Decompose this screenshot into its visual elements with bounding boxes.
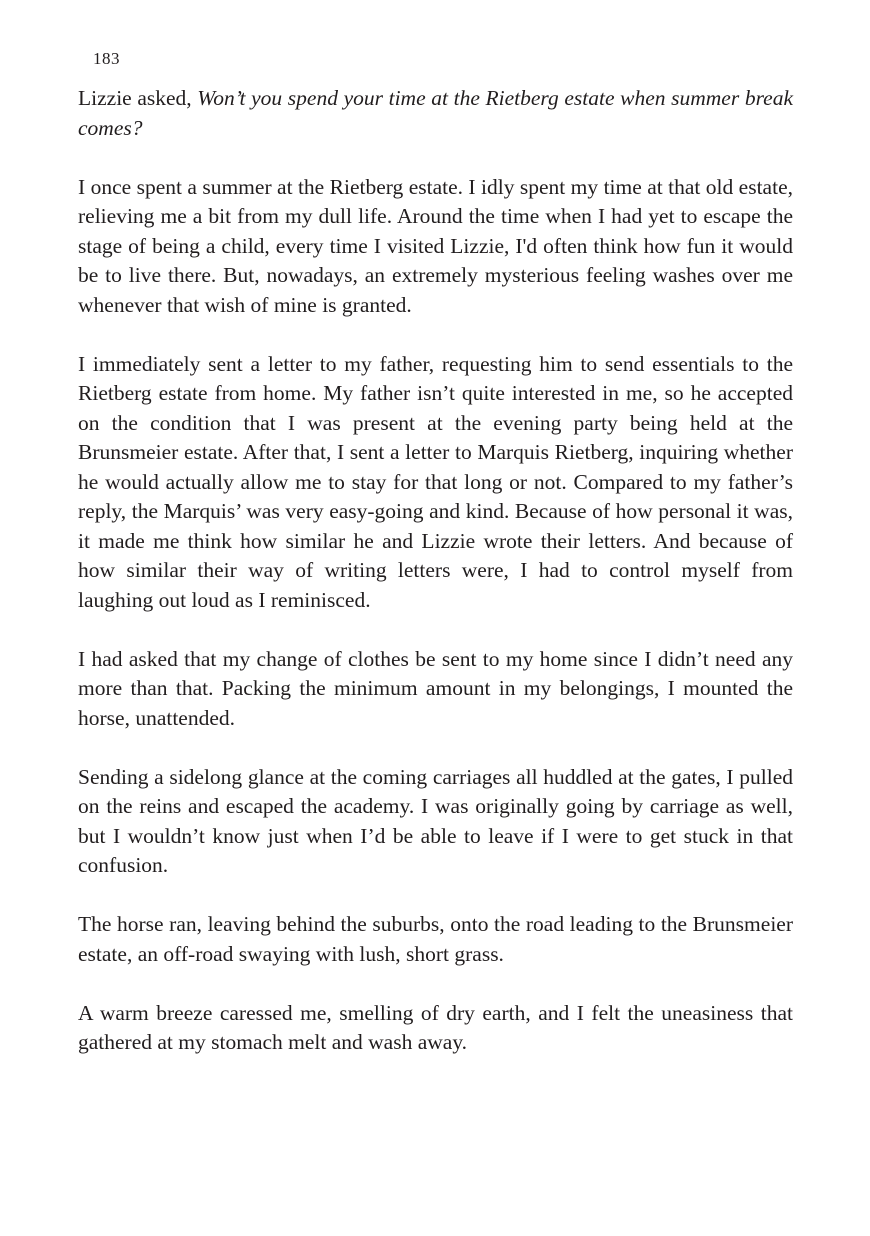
paragraph-warm-breeze: A warm breeze caressed me, smelling of dry earth, and I felt the uneasiness that gathered at my stomach melt and wash away. [78,1000,793,1054]
page-body-text [78,84,793,1058]
paragraph-letters: I immediately sent a letter to my father, requesting him to send essentials to the Rietberg estate from home. My father isn’t quite interested in me, so he accepted on the condition that I was present at the evening party being held at the Brunsmeier estate. After that, I sent a letter to Marquis Rietberg, inquiring whether he would actually allow me to stay for that long or not. Compared to my father’s reply, the Marquis’ was very easy-going and kind. Because of how personal it was, it made me think how similar he and Lizzie wrote their letters. And because of how similar their way of writing letters were, I had to control myself from laughing out loud as I reminisced. [78,351,793,612]
paragraph-packing: I had asked that my change of clothes be sent to my home since I didn’t need any more than that. Packing the minimum amount in my belongings, I mounted the horse, unattended. [78,646,793,730]
paragraph-horse-road: The horse ran, leaving behind the suburbs, onto the road leading to the Brunsmeier estate, an off-road swaying with lush, short grass. [78,912,793,966]
paragraph-escape-academy: Sending a sidelong glance at the coming carriages all huddled at the gates, I pulled on the reins and escaped the academy. I was originally going by carriage as well, but I wouldn’t know just when I’d be able to leave if I were to get stuck in that confusion. [78,764,793,877]
paragraph-dialogue-question [78,84,793,143]
paragraph-summer-memory: I once spent a summer at the Rietberg estate. I idly spent my time at that old estate, relieving me a bit from my dull life. Around the time when I had yet to escape the stage of being a child, every time I visited Lizzie, I'd often think how fun it would be to live there. But, nowadays, an extremely mysterious feeling washes over me whenever that wish of mine is granted. [78,174,793,317]
paragraph-italic-segment: Won’t you spend your time at the Rietberg estate when summer break comes? [78,86,793,140]
paragraph-regular-segment: Lizzie asked, [78,86,198,110]
page-number: 183 [93,49,120,68]
